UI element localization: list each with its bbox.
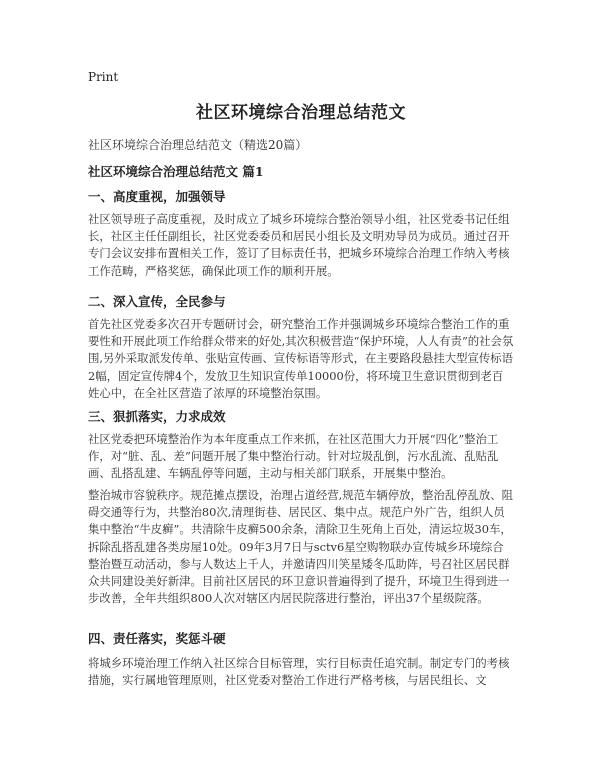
print-label[interactable]: Print <box>88 70 119 84</box>
section-heading-2: 二、深入宣传，全民参与 <box>88 294 226 309</box>
section-2-paragraph-1: 首先社区党委多次召开专题研讨会，研究整治工作并强调城乡环境综合整治工作的重要性和开展此项工作给群众带来的好处,其次积极营造“保护环境，人人有责”的社会氛围,另外采取派发传单、张贴宣传画、宣传标语等形式，在主要路段悬挂大型宣传标语2幅，固定宣传牌4个，发放卫生知识宣传单10000份，将环境卫生意识贯彻到老百姓心中，在全社区营造了浓厚的环境整治氛围。 <box>88 317 514 400</box>
document-title: 社区环境综合治理总结范文 <box>196 103 406 123</box>
section-heading-3: 三、狠抓落实，力求成效 <box>88 409 226 424</box>
article-title: 社区环境综合治理总结范文 篇1 <box>88 164 264 179</box>
document-subtitle: 社区环境综合治理总结范文（精选20篇） <box>88 138 308 152</box>
section-3-paragraph-2: 整治城市容貌秩序。规范摊点摆设，治理占道经营,规范车辆停放，整治乱停乱放、阻碍交通等行为，共整治80次,清理街巷、居民区、集中点。规范户外广告，组织人员集中整治“牛皮癣”。共清除牛皮癣500余条，清除卫生死角上百处，清运垃圾30车，拆除乱搭乱建各类房屋10处。09年3月7日与sctv6星空购物联办宣传城乡环境综合整治暨互动活动，参与人数达上千人，并邀请四川笑星矮冬瓜助阵，号召社区居民群众共同建设美好新津。目前社区居民的环卫意识普遍得到了提升，环境卫生得到进一步改善，全年共组织800人次对辖区内居民院落进行整治，评出37个星级院落。 <box>88 488 514 606</box>
section-1-paragraph-1: 社区领导班子高度重视，及时成立了城乡环境综合整治领导小组，社区党委书记任组长，社区主任任副组长，社区党委委员和居民小组长及文明劝导员为成员。通过召开专门会议安排布置相关工作，签订了目标责任书，把城乡环境综合治理工作纳入考核工作范畴，严格奖惩，确保此项工作的顺利开展。 <box>88 212 510 278</box>
section-heading-4: 四、责任落实，奖惩斗硬 <box>88 631 226 646</box>
section-heading-1: 一、高度重视，加强领导 <box>88 189 226 204</box>
section-4-paragraph-1: 将城乡环境治理工作纳入社区综合目标管理，实行目标责任追究制。制定专门的考核措施，实行属地管理原则，社区党委对整治工作进行严格考核，与居民组长、文 <box>88 656 510 688</box>
section-3-paragraph-1: 社区党委把环境整治作为本年度重点工作来抓，在社区范围大力开展“四化”整治工作，对“脏、乱、差”问题开展了集中整治行动。针对垃圾乱倒，污水乱流、乱贴乱画、乱搭乱建、车辆乱停等问题，主动与相关部门联系，开展集中整治。 <box>88 432 499 481</box>
